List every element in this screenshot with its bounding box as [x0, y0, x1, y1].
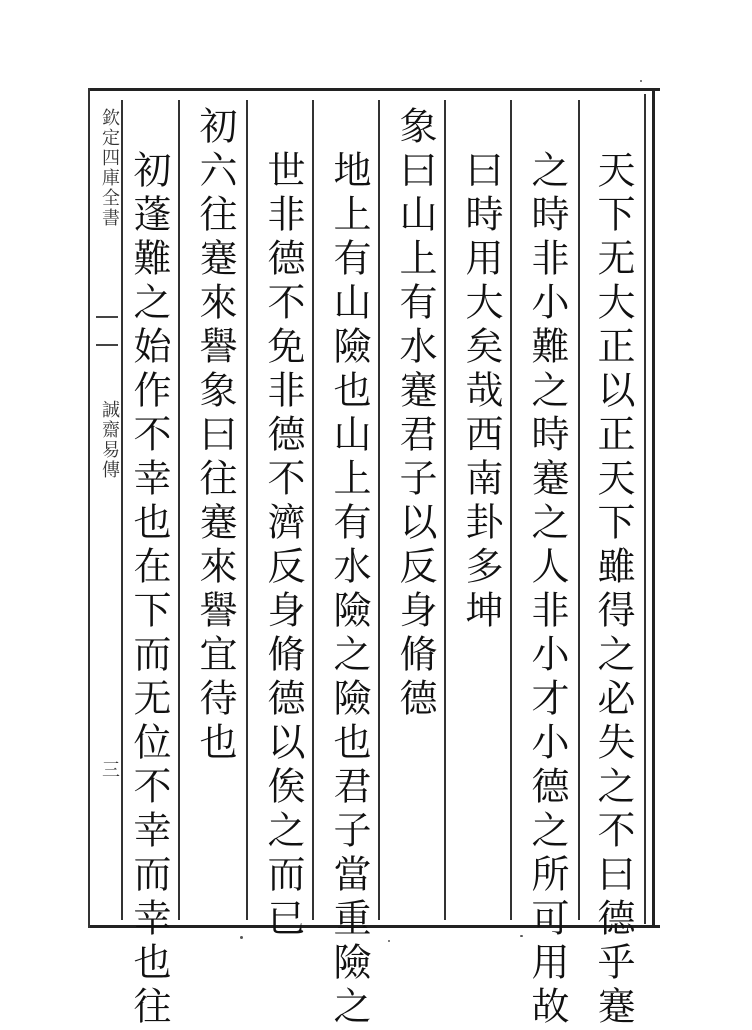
book-title: 欽定四庫全書 — [99, 108, 120, 228]
text-column-8: 初蓬難之始作不幸也在下而无位不幸而幸也往 — [127, 150, 171, 1030]
column-divider — [312, 100, 314, 920]
text-column-4: 象曰山上有水蹇君子以反身脩德 — [393, 106, 437, 722]
text-column-2: 之時非小難之時蹇之人非小才小德之所可用故 — [525, 150, 569, 1030]
text-column-1: 天下无大正以正天下雖得之必失之不曰德乎蹇 — [591, 150, 635, 1030]
text-column-5: 地上有山險也山上有水險之險也君子當重險之 — [327, 150, 371, 1030]
scan-speck — [520, 935, 523, 937]
column-divider — [178, 100, 180, 920]
column-divider — [246, 100, 248, 920]
scan-speck — [640, 80, 642, 82]
frame-inner-right-rule — [644, 94, 646, 924]
text-column-6: 世非德不免非德不濟反身脩德以俟之而已 — [261, 150, 305, 942]
text-column-3: 曰時用大矣哉西南卦多坤 — [459, 150, 503, 634]
frame-right-rule — [652, 88, 655, 928]
page-number: 三 — [99, 760, 120, 780]
column-divider — [510, 100, 512, 920]
scan-speck — [388, 940, 390, 942]
margin-strip — [96, 100, 118, 900]
frame-left-rule — [88, 88, 90, 928]
page-frame — [88, 88, 660, 928]
column-divider — [378, 100, 380, 920]
column-divider — [444, 100, 446, 920]
text-column-7: 初六往蹇來譽象曰往蹇來譽宜待也 — [193, 106, 237, 766]
column-divider — [578, 100, 580, 920]
fold-mark — [96, 316, 118, 346]
scan-speck — [240, 936, 243, 939]
section-title: 誠齋易傳 — [99, 400, 120, 480]
